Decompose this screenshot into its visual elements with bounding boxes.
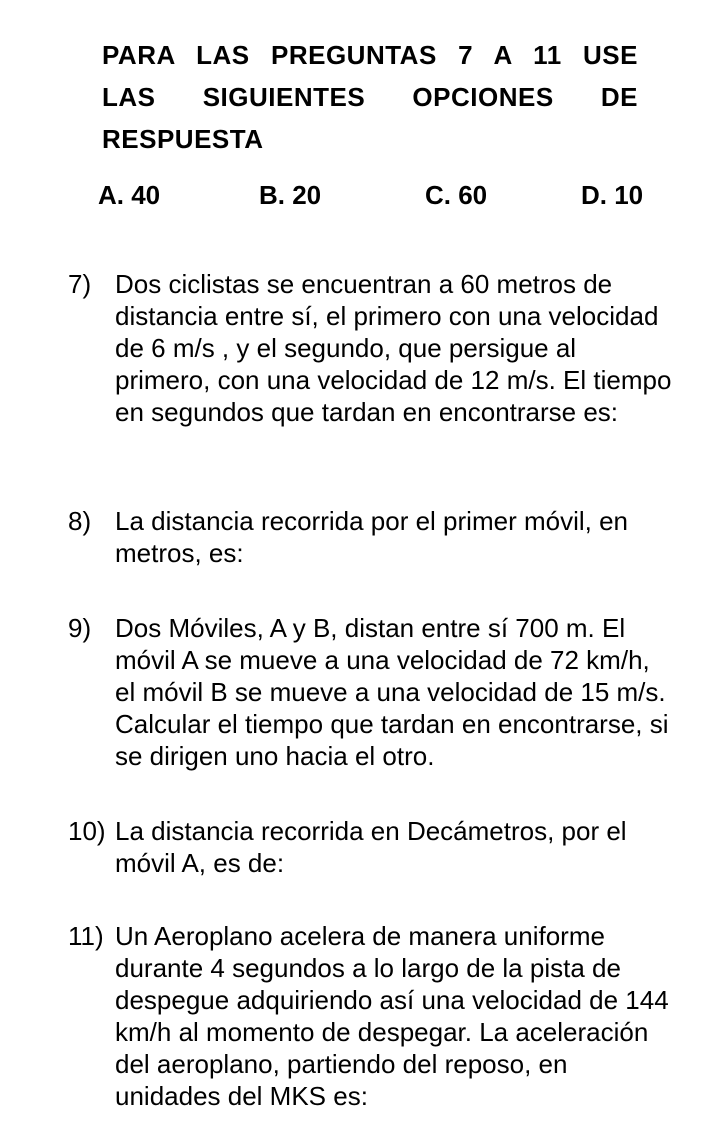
question-number: 8) [68, 506, 92, 536]
option-c: C. 60 [425, 180, 488, 210]
question-text: La distancia recorrida por el primer móvil, en metros, es: [115, 506, 628, 568]
question-number: 11) [68, 921, 104, 951]
question-number: 7) [68, 269, 92, 299]
question-number: 9) [68, 613, 92, 643]
question-text: Un Aeroplano acelera de manera uniforme durante 4 segundos a lo largo de la pista de despegue adquiriendo así una velocidad de 144 km/h al momento de despegar. La aceleración del aeroplano, partiendo del reposo, en unidades del MKS es: [115, 921, 669, 1111]
question-text: Dos ciclistas se encuentran a 60 metros de distancia entre sí, el primero con una velocidad de 6 m/s , y el segundo, que persigue al primero, con una velocidad de 12 m/s. El tiempo en segundos que tardan en encontrarse es: [115, 269, 672, 427]
option-a: A. 40 [98, 180, 161, 210]
option-b: B. 20 [259, 180, 322, 210]
instructions-heading: PARA LAS PREGUNTAS 7 A 11 USE LAS SIGUIENTES OPCIONES DE RESPUESTA [102, 40, 638, 154]
question-number: 10) [68, 816, 106, 846]
question-text: La distancia recorrida en Decámetros, por el móvil A, es de: [115, 816, 627, 878]
option-d: D. 10 [581, 180, 644, 210]
answer-options [0, 176, 716, 216]
question-text: Dos Móviles, A y B, distan entre sí 700 m. El móvil A se mueve a una velocidad de 72 km/h, el móvil B se mueve a una velocidad de 15 m/s. Calcular el tiempo que tardan en encontrarse, si se dirigen uno hacia el otro. [115, 613, 669, 771]
